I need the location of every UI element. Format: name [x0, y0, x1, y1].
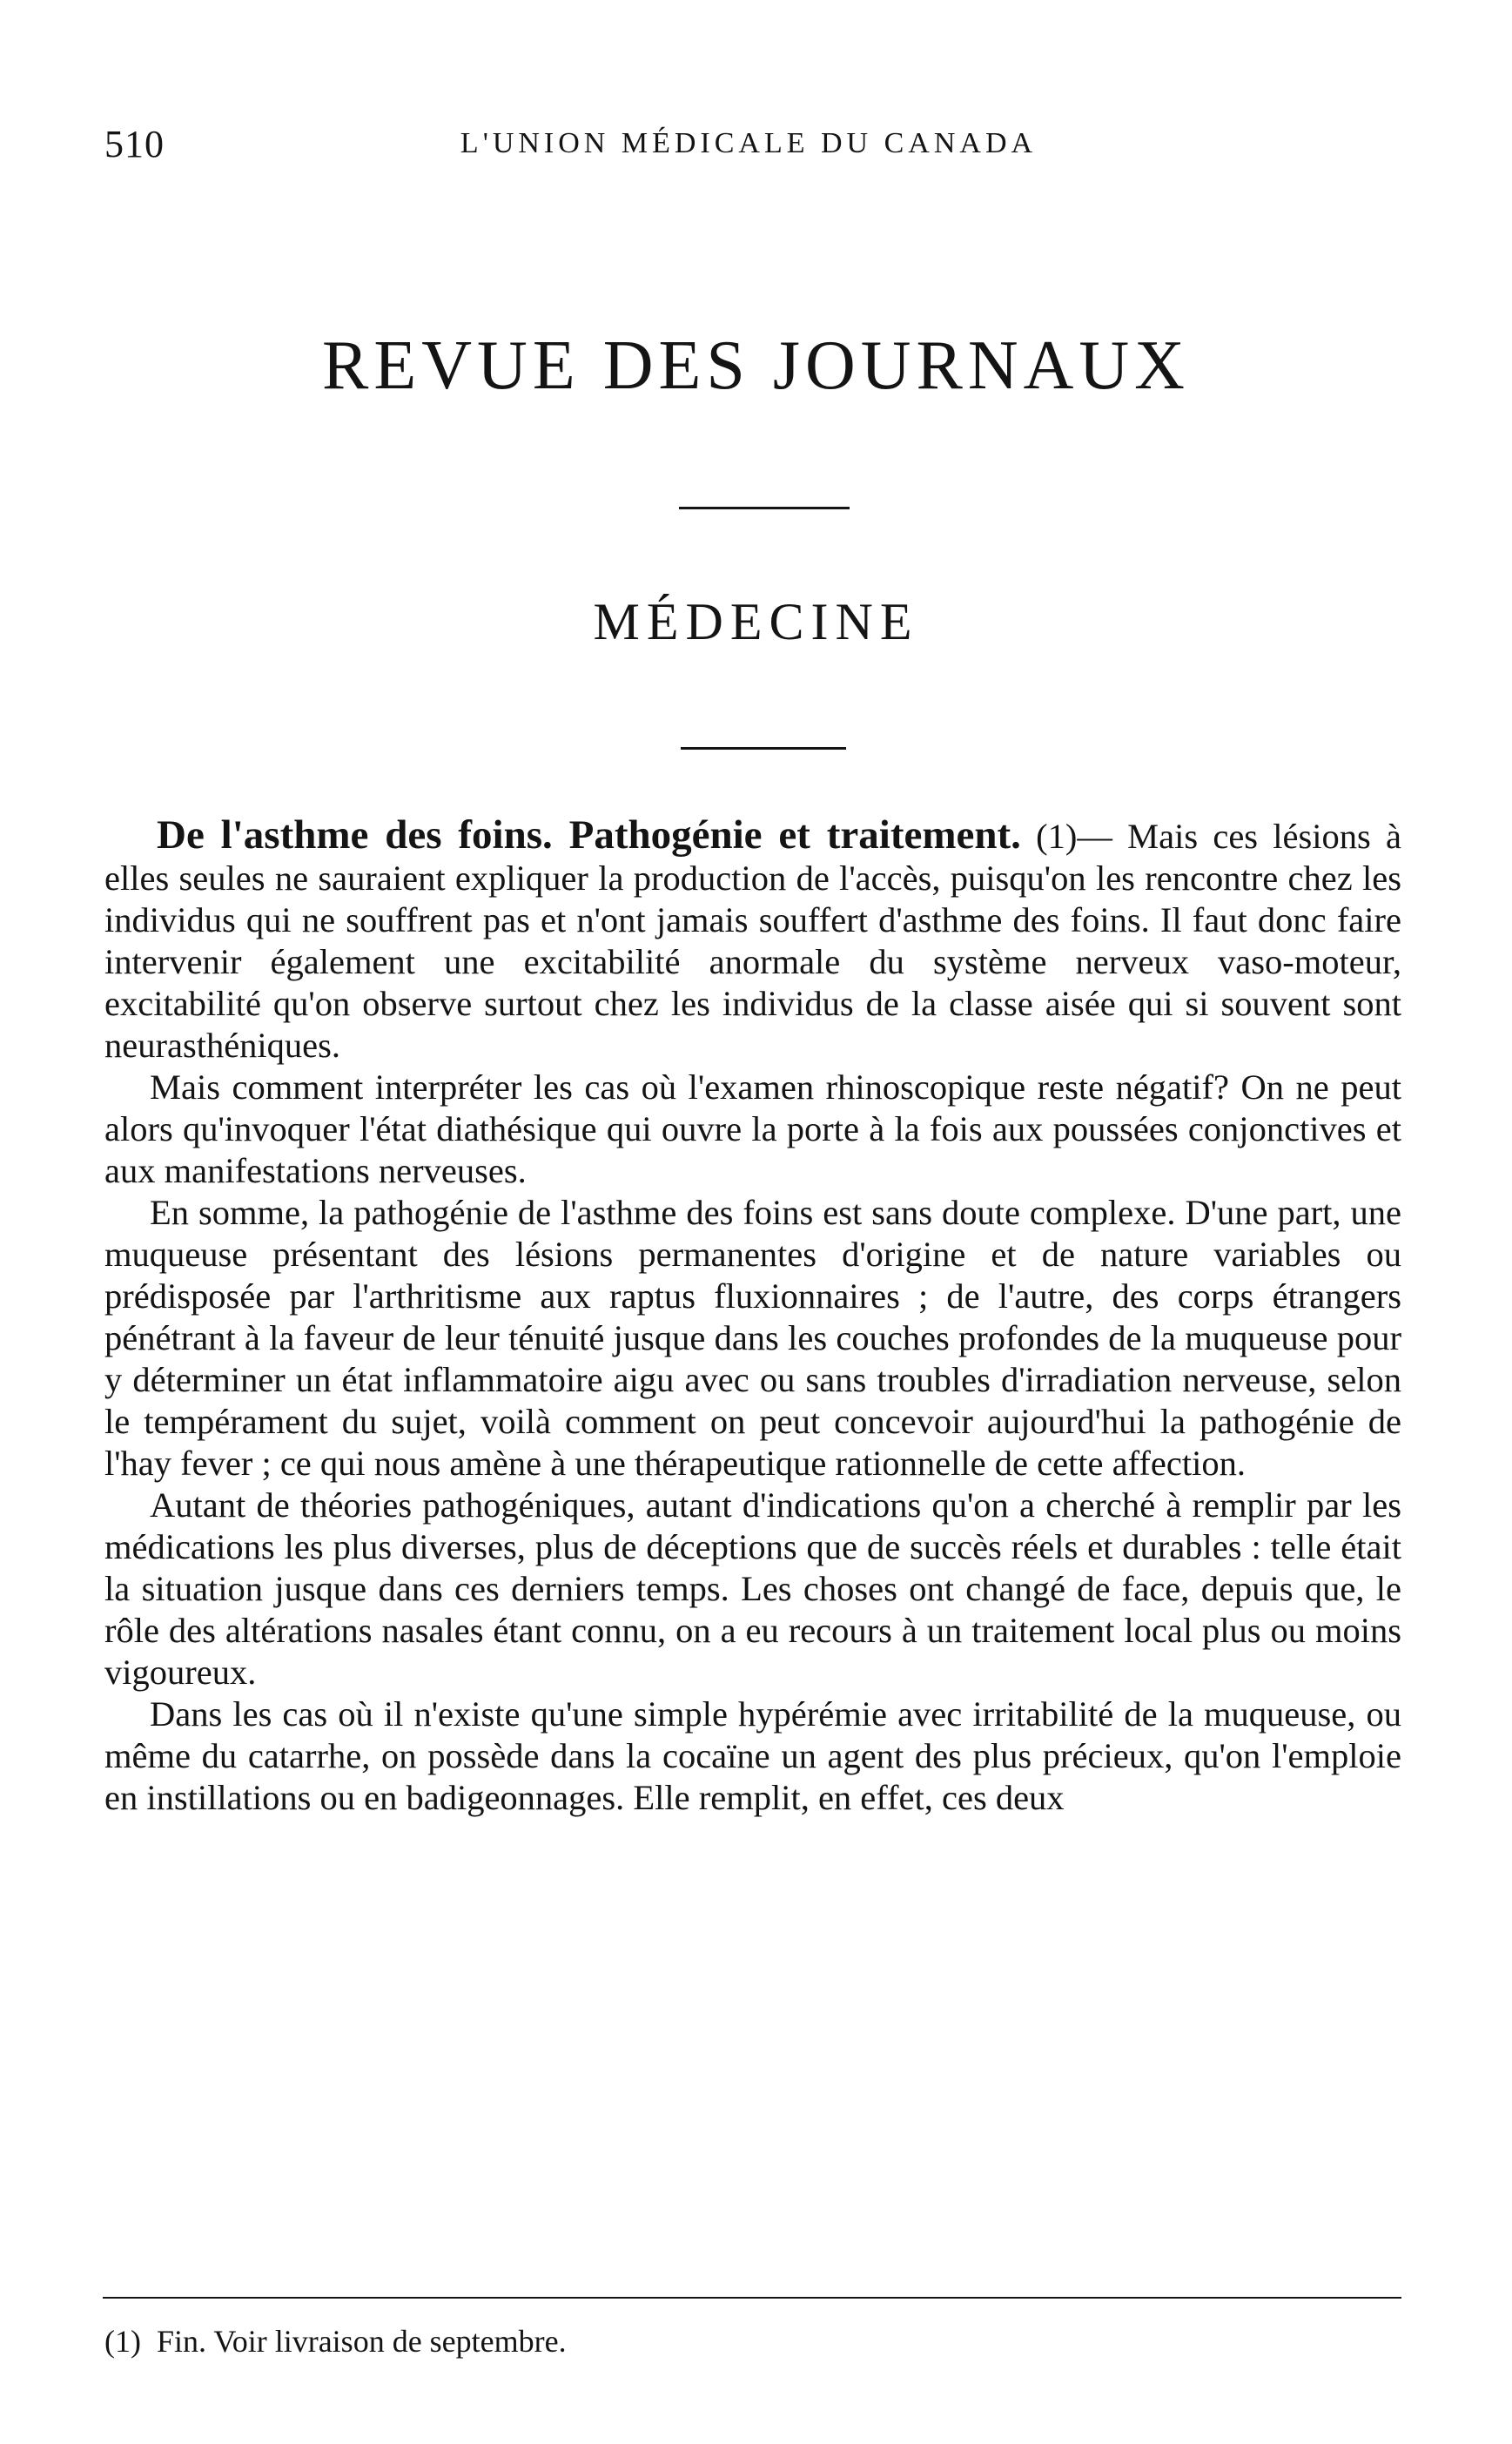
- footnote-marker: (1): [104, 2324, 141, 2359]
- running-head: [104, 122, 1393, 174]
- section-title: REVUE DES JOURNAUX: [322, 327, 1190, 404]
- journal-title: L'UNION MÉDICALE DU CANADA: [460, 127, 1038, 159]
- footnote-divider: [103, 2297, 1401, 2299]
- paragraph: En somme, la pathogénie de l'asthme des foins est sans doute complexe. D'une part, une muqueuse présentant des lésions permanentes d'origine et de nature variables ou prédisposée par l'arthritisme aux raptus fluxionnaires ; de l'autre, des corps étrangers pénétrant à la faveur de leur ténuité jusque dans les couches profondes de la muqueuse pour y déterminer un état inflammatoire aigu avec ou sans troubles d'irradiation nerveuse, selon le tempérament du sujet, voilà comment on peut concevoir aujourd'hui la pathogénie de l'hay fever ; ce qui nous amène à une thérapeutique rationnelle de cette affection.: [104, 1193, 1401, 1483]
- article-body: [104, 814, 1401, 1819]
- footnote-text: Fin. Voir livraison de septembre.: [156, 2324, 567, 2359]
- footnote-reference: (1)—: [1036, 817, 1112, 856]
- paragraph: Mais comment interpréter les cas où l'examen rhinoscopique reste négatif? On ne peut alors qu'invoquer l'état diathésique qui ouvre la porte à la fois aux poussées conjonctives et aux manifestations nerveuses.: [104, 1067, 1401, 1190]
- footnote: [104, 2323, 567, 2360]
- paragraph-text: Mais ces lésions à elles seules ne sauraient expliquer la production de l'accès, puisqu'on les rencontre chez les individus qui ne souffrent pas et n'ont jamais souffert d'asthme des foins. Il faut donc faire intervenir également une excitabilité anormale du système nerveux vaso-moteur, excitabilité qu'on observe surtout chez les individus de la classe aisée qui si souvent sont neurasthéniques.: [104, 817, 1401, 1065]
- article-lead-paragraph: [104, 814, 1401, 1067]
- subsection-title: MÉDECINE: [593, 593, 919, 650]
- paragraph: Dans les cas où il n'existe qu'une simple hypérémie avec irritabilité de la muqueuse, ou même du catarrhe, on possède dans la cocaïne un agent des plus précieux, qu'on l'emploie en instillations ou en badigeonnages. Elle remplit, en effet, ces deux: [104, 1694, 1401, 1817]
- article-heading: De l'asthme des foins. Pathogénie et traitement.: [157, 812, 1021, 858]
- paragraph: Autant de théories pathogéniques, autant d'indications qu'on a cherché à remplir par les médications les plus diverses, plus de déceptions que de succès réels et durables : telle était la situation jusque dans ces derniers temps. Les choses ont changé de face, depuis que, le rôle des altérations nasales étant connu, on a eu recours à un traitement local plus ou moins vigoureux.: [104, 1485, 1401, 1692]
- divider-rule: [679, 507, 850, 509]
- divider-rule: [681, 747, 846, 750]
- page-number: 510: [104, 123, 165, 165]
